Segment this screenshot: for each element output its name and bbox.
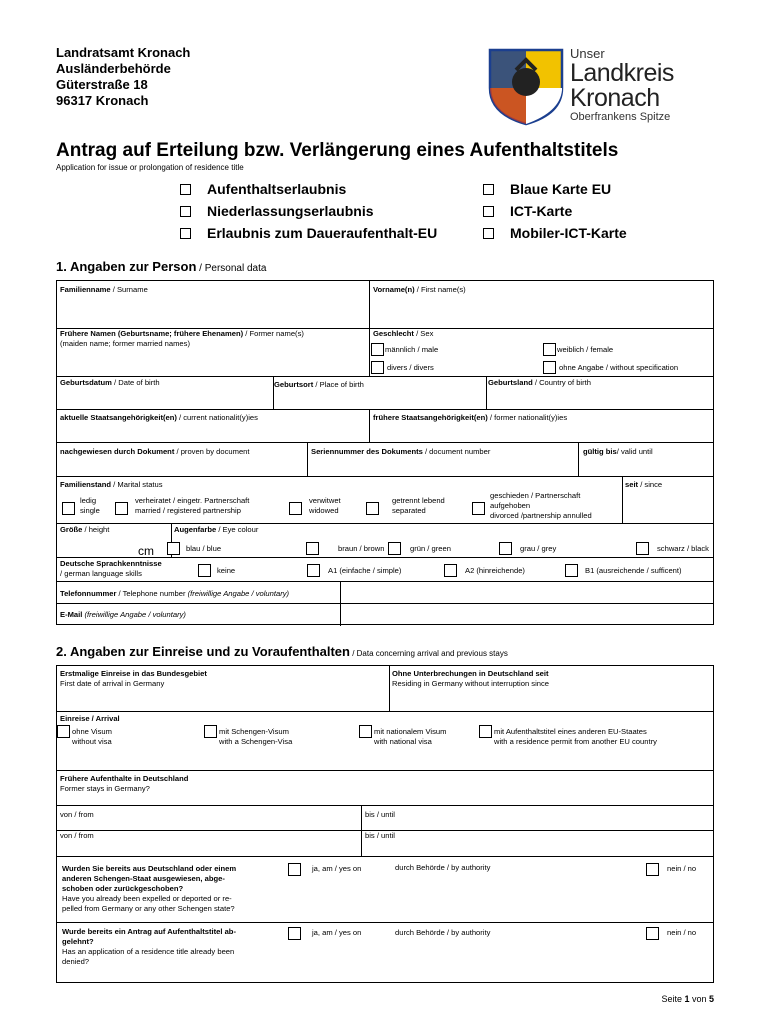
- sex-option-unspecified: ohne Angabe / without specification: [559, 363, 679, 372]
- expelled-authority-label: durch Behörde / by authority: [395, 863, 491, 872]
- logo-tagline: Oberfrankens Spitze: [570, 111, 671, 123]
- expelled-option-yes: ja, am / yes on: [312, 864, 362, 873]
- label-nationality: aktuelle Staatsangehörigkeit(en) / current nationalit(y)ies: [60, 413, 258, 422]
- label-document-number: Seriennummer des Dokuments / document number: [311, 447, 491, 456]
- eye-checkbox-grey[interactable]: [499, 542, 512, 555]
- permit-checkbox-daueraufenthalt[interactable]: [180, 228, 191, 239]
- language-option-a2: A2 (hinreichende): [465, 566, 525, 575]
- permit-checkbox-niederlassungserlaubnis[interactable]: [180, 206, 191, 217]
- section-1-heading: [56, 259, 266, 274]
- label-country-of-birth: Geburtsland / Country of birth: [488, 378, 591, 387]
- address-line: 96317 Kronach: [56, 93, 149, 108]
- denied-option-no: nein / no: [667, 928, 697, 937]
- page-title: Antrag auf Erteilung bzw. Verlängerung eines Aufenthaltstitels: [56, 140, 619, 161]
- section-1-title-en: / Personal data: [196, 263, 267, 274]
- label-denied-question: Wurde bereits ein Antrag auf Aufenthaltstitel ab- gelehnt? Has an application of a residence title already been denied?: [62, 927, 236, 966]
- permit-label: Niederlassungserlaubnis: [207, 203, 374, 219]
- marital-checkbox-married[interactable]: [115, 502, 128, 515]
- sex-checkbox-unspecified[interactable]: [543, 361, 556, 374]
- page-subtitle: Application for issue or prolongation of residence title: [56, 163, 244, 172]
- label-expelled-question: Wurden Sie bereits aus Deutschland oder einem anderen Schengen-Staat ausgewiesen, abge- schoben oder zurückgeschoben? Have you already been expelled or deported or re- pelled from Germany or any other Schengen state?: [62, 864, 237, 913]
- denied-authority-label: durch Behörde / by authority: [395, 928, 491, 937]
- label-sex: Geschlecht / Sex: [373, 329, 434, 338]
- marital-checkbox-separated[interactable]: [366, 502, 379, 515]
- label-uninterrupted-since: Ohne Unterbrechungen in Deutschland seit Residing in Germany without interruption since: [392, 669, 550, 688]
- logo-landkreis: Landkreis: [570, 59, 674, 87]
- arrival-checkbox-eu-permit[interactable]: [479, 725, 492, 738]
- language-checkbox-a2[interactable]: [444, 564, 457, 577]
- arrival-option-schengen: mit Schengen-Visum with a Schengen-Visa: [219, 727, 293, 746]
- language-checkbox-a1[interactable]: [307, 564, 320, 577]
- label-until-2: bis / until: [365, 831, 395, 840]
- denied-checkbox-no[interactable]: [646, 927, 659, 940]
- label-date-of-birth: Geburtsdatum / Date of birth: [60, 378, 160, 387]
- permit-label: Blaue Karte EU: [510, 181, 612, 197]
- arrival-checkbox-national[interactable]: [359, 725, 372, 738]
- logo-text: [570, 46, 674, 123]
- section-2-title: 2. Angaben zur Einreise und zu Voraufenthalten: [56, 644, 350, 659]
- permit-checkbox-ict-karte[interactable]: [483, 206, 494, 217]
- arrival-option-no-visa: ohne Visum without visa: [72, 727, 112, 746]
- label-from-1: von / from: [60, 810, 94, 819]
- eye-checkbox-brown[interactable]: [306, 542, 319, 555]
- arrival-option-national: mit nationalem Visum with national visa: [374, 727, 447, 746]
- logo-kronach: Kronach: [570, 84, 660, 112]
- permit-label: Aufenthaltserlaubnis: [207, 181, 347, 197]
- arrival-option-eu-permit: mit Aufenthaltstitel eines anderen EU-Staates with a residence permit from another EU country: [494, 727, 657, 746]
- permit-checkbox-aufenthaltserlaubnis[interactable]: [180, 184, 191, 195]
- label-arrival: Einreise / Arrival: [60, 714, 120, 723]
- label-until-1: bis / until: [365, 810, 395, 819]
- address-line: Ausländerbehörde: [56, 61, 171, 76]
- label-surname: Familienname / Surname: [60, 285, 148, 294]
- label-former-nationality: frühere Staatsangehörigkeit(en) / former nationalit(y)ies: [373, 413, 568, 422]
- denied-option-yes: ja, am / yes on: [312, 928, 362, 937]
- label-former-stays: Frühere Aufenthalte in Deutschland Former stays in Germany?: [60, 774, 189, 793]
- eye-checkbox-black[interactable]: [636, 542, 649, 555]
- permit-label: Erlaubnis zum Daueraufenthalt-EU: [207, 225, 438, 241]
- eye-option-grey: grau / grey: [520, 544, 557, 553]
- marital-option-divorced: geschieden / Partnerschaft aufgehoben divorced /partnership annulled: [490, 491, 592, 520]
- language-checkbox-none[interactable]: [198, 564, 211, 577]
- permit-checkbox-blaue-karte[interactable]: [483, 184, 494, 195]
- eye-option-green: grün / green: [410, 544, 451, 553]
- eye-option-blue: blau / blue: [186, 544, 222, 553]
- denied-checkbox-yes[interactable]: [288, 927, 301, 940]
- eye-option-black: schwarz / black: [657, 544, 709, 553]
- label-height: Größe / height: [60, 525, 110, 534]
- marital-checkbox-widowed[interactable]: [289, 502, 302, 515]
- sex-option-female: weiblich / female: [557, 345, 614, 354]
- authority-address: [56, 45, 190, 109]
- sex-checkbox-male[interactable]: [371, 343, 384, 356]
- email-field[interactable]: [340, 603, 712, 624]
- marital-option-married: verheiratet / eingetr. Partnerschaft married / registered partnership: [135, 496, 250, 515]
- label-marital-status: Familienstand / Marital status: [60, 480, 163, 489]
- marital-checkbox-divorced[interactable]: [472, 502, 485, 515]
- language-option-b1: B1 (ausreichende / sufficent): [585, 566, 682, 575]
- eye-checkbox-green[interactable]: [388, 542, 401, 555]
- marital-checkbox-single[interactable]: [62, 502, 75, 515]
- address-line: Landratsamt Kronach: [56, 45, 191, 60]
- arrival-checkbox-schengen[interactable]: [204, 725, 217, 738]
- label-place-of-birth: Geburtsort / Place of birth: [274, 380, 364, 389]
- label-first-arrival: Erstmalige Einreise in das Bundesgebiet First date of arrival in Germany: [60, 669, 207, 688]
- sex-checkbox-divers[interactable]: [371, 361, 384, 374]
- telephone-field[interactable]: [340, 581, 712, 602]
- expelled-checkbox-no[interactable]: [646, 863, 659, 876]
- expelled-option-no: nein / no: [667, 864, 697, 873]
- label-eye-colour: Augenfarbe / Eye colour: [174, 525, 259, 534]
- label-first-name: Vorname(n) / First name(s): [373, 285, 466, 294]
- label-former-names-en: (maiden name; former married names): [60, 339, 190, 348]
- coat-of-arms-icon: [486, 48, 566, 126]
- label-valid-until: gültig bis/ valid until: [583, 447, 653, 456]
- sex-checkbox-female[interactable]: [543, 343, 556, 356]
- permit-checkbox-mobiler-ict[interactable]: [483, 228, 494, 239]
- eye-checkbox-blue[interactable]: [167, 542, 180, 555]
- label-former-names: Frühere Namen (Geburtsname; frühere Ehenamen) / Former name(s): [60, 329, 304, 338]
- label-email: E-Mail (freiwillige Angabe / voluntary): [60, 610, 186, 619]
- arrival-checkbox-no-visa[interactable]: [57, 725, 70, 738]
- expelled-checkbox-yes[interactable]: [288, 863, 301, 876]
- permit-label: Mobiler-ICT-Karte: [510, 225, 627, 241]
- language-checkbox-b1[interactable]: [565, 564, 578, 577]
- marital-option-separated: getrennt lebend separated: [392, 496, 445, 515]
- label-telephone: Telefonnummer / Telephone number (freiwillige Angabe / voluntary): [60, 589, 290, 598]
- language-option-a1: A1 (einfache / simple): [328, 566, 402, 575]
- address-line: Güterstraße 18: [56, 77, 148, 92]
- label-german-skills: Deutsche Sprachkenntnisse / german language skills: [60, 559, 162, 578]
- section-2-title-en: / Data concerning arrival and previous stays: [349, 649, 508, 658]
- sex-option-male: männlich / male: [385, 345, 439, 354]
- language-option-none: keine: [217, 566, 236, 575]
- logo-unser: Unser: [570, 46, 605, 61]
- eye-option-brown: braun / brown: [338, 544, 385, 553]
- marital-option-widowed: verwitwet widowed: [309, 496, 341, 515]
- label-from-2: von / from: [60, 831, 94, 840]
- section-1-title: 1. Angaben zur Person: [56, 259, 197, 274]
- label-since: seit / since: [625, 480, 663, 489]
- sex-option-divers: divers / divers: [387, 363, 434, 372]
- height-unit: cm: [138, 544, 154, 558]
- section-2-heading: [56, 644, 508, 659]
- marital-option-single: ledig single: [80, 496, 100, 515]
- label-document: nachgewiesen durch Dokument / proven by document: [60, 447, 250, 456]
- page-number: Seite 1 von 5: [661, 994, 714, 1004]
- permit-label: ICT-Karte: [510, 203, 573, 219]
